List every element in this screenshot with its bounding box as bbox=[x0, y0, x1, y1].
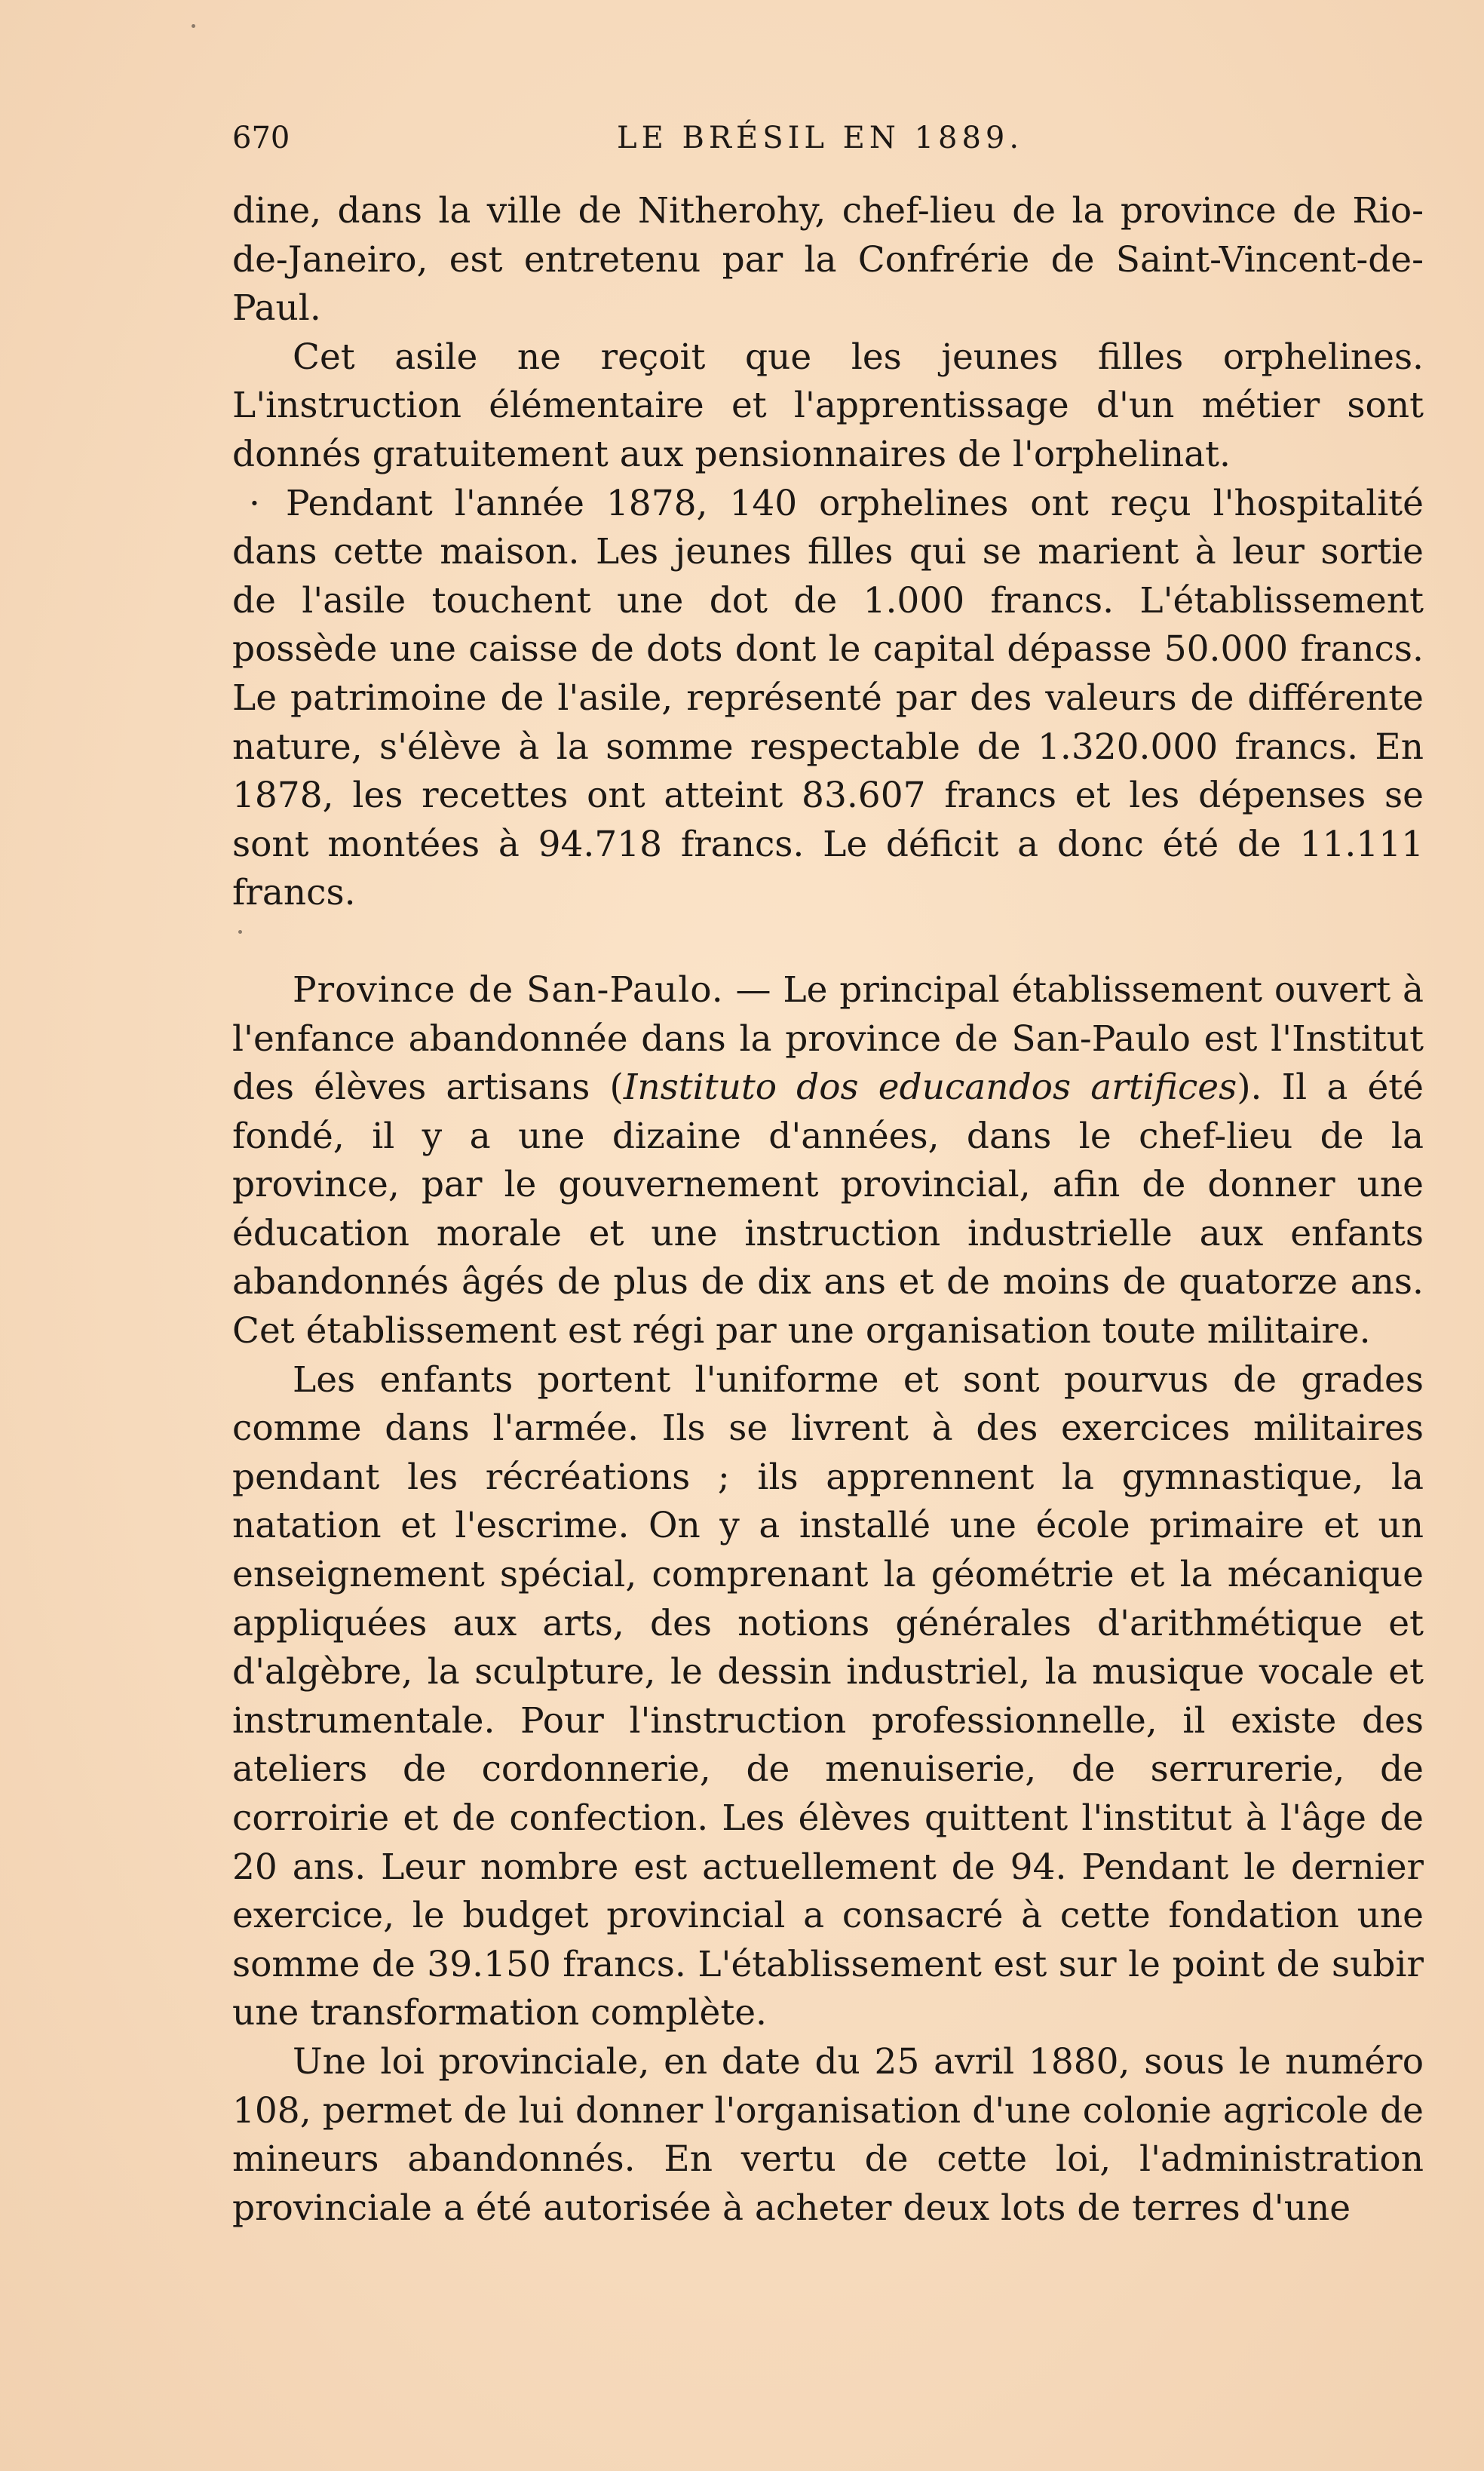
section-gap bbox=[232, 918, 1424, 966]
paragraph-text: Pendant l'année 1878, 140 orphelines ont reçu l'hospitalité dans cette maison. Les jeunes filles qui se marient à leur sortie de l'asile touchent une dot de 1.000 francs. L'établissement possède une caisse de dots dont le capital dépasse 50.000 francs. Le patrimoine de l'asile, représenté par des valeurs de différente nature, s'élève à la somme respectable de 1.320.000 francs. En 1878, les recettes ont atteint 83.607 francs et les dépenses se sont montées à 94.718 francs. Le déficit a donc été de 11.111 francs. bbox=[232, 482, 1424, 914]
paper-speck bbox=[192, 24, 195, 28]
running-title: LE BRÉSIL EN 1889. bbox=[617, 121, 1024, 155]
page-header bbox=[232, 121, 1424, 166]
paragraph-text: — Le principal établissement ouvert à l'enfance abandonnée dans la province de San-Paulo est l'Institut des élèves artisans ( bbox=[232, 968, 1424, 1109]
paragraph-orphanage-admission: Cet asile ne reçoit que les jeunes filles orphelines. L'instruction élémentaire et l'apprentissage d'un métier sont donnés gratuitement aux pensionnaires de l'orphelinat. bbox=[232, 336, 1424, 475]
page-body bbox=[232, 187, 1424, 2233]
paragraph-text: ). Il a été fondé, il y a une dizaine d'années, dans le chef-lieu de la province, par le gouvernement provincial, afin de donner une éducation morale et une instruction industrielle aux enfants abandonnés âgés de plus de dix ans et de moins de quatorze ans. Cet établissement est régi par une organisation toute militaire. bbox=[232, 1067, 1424, 1352]
paragraph-continuation: dine, dans la ville de Nitherohy, chef-lieu de la province de Rio-de-Janeiro, est entretenu par la Confrérie de Saint-Vincent-de-Paul. bbox=[232, 190, 1424, 330]
section-heading: Province de San-Paulo. bbox=[293, 968, 724, 1011]
page-number: 670 bbox=[232, 121, 290, 155]
paragraph-orphanage-finances bbox=[232, 480, 1424, 918]
stray-bullet: · bbox=[249, 482, 260, 524]
paragraph-provincial-law: Une loi provinciale, en date du 25 avril 1880, sous le numéro 108, permet de lui donner l'organisation d'une colonie agricole de mineurs abandonnés. En vertu de cette loi, l'administration provinciale a été autorisée à acheter deux lots de terres d'une bbox=[232, 2040, 1424, 2229]
paragraph-uniform-and-training: Les enfants portent l'uniforme et sont pourvus de grades comme dans l'armée. Ils se livrent à des exercices militaires pendant les récréations ; ils apprennent la gymnastique, la natation et l'escrime. On y a installé une école primaire et un enseignement spécial, comprenant la géométrie et la mécanique appliquées aux arts, des notions générales d'arithmétique et d'algèbre, la sculpture, le dessin industriel, la musique vocale et instrumentale. Pour l'instruction professionnelle, il existe des ateliers de cordonnerie, de menuiserie, de serrurerie, de corroirie et de confection. Les élèves quittent l'institut à l'âge de 20 ans. Leur nombre est actuellement de 94. Pendant le dernier exercice, le budget provincial a consacré à cette fondation une somme de 39.150 francs. L'établissement est sur le point de subir une transformation complète. bbox=[232, 1358, 1424, 2034]
paragraph-san-paulo bbox=[232, 966, 1424, 1356]
institution-name-italic: Instituto dos educandos artifices bbox=[623, 1067, 1237, 1109]
